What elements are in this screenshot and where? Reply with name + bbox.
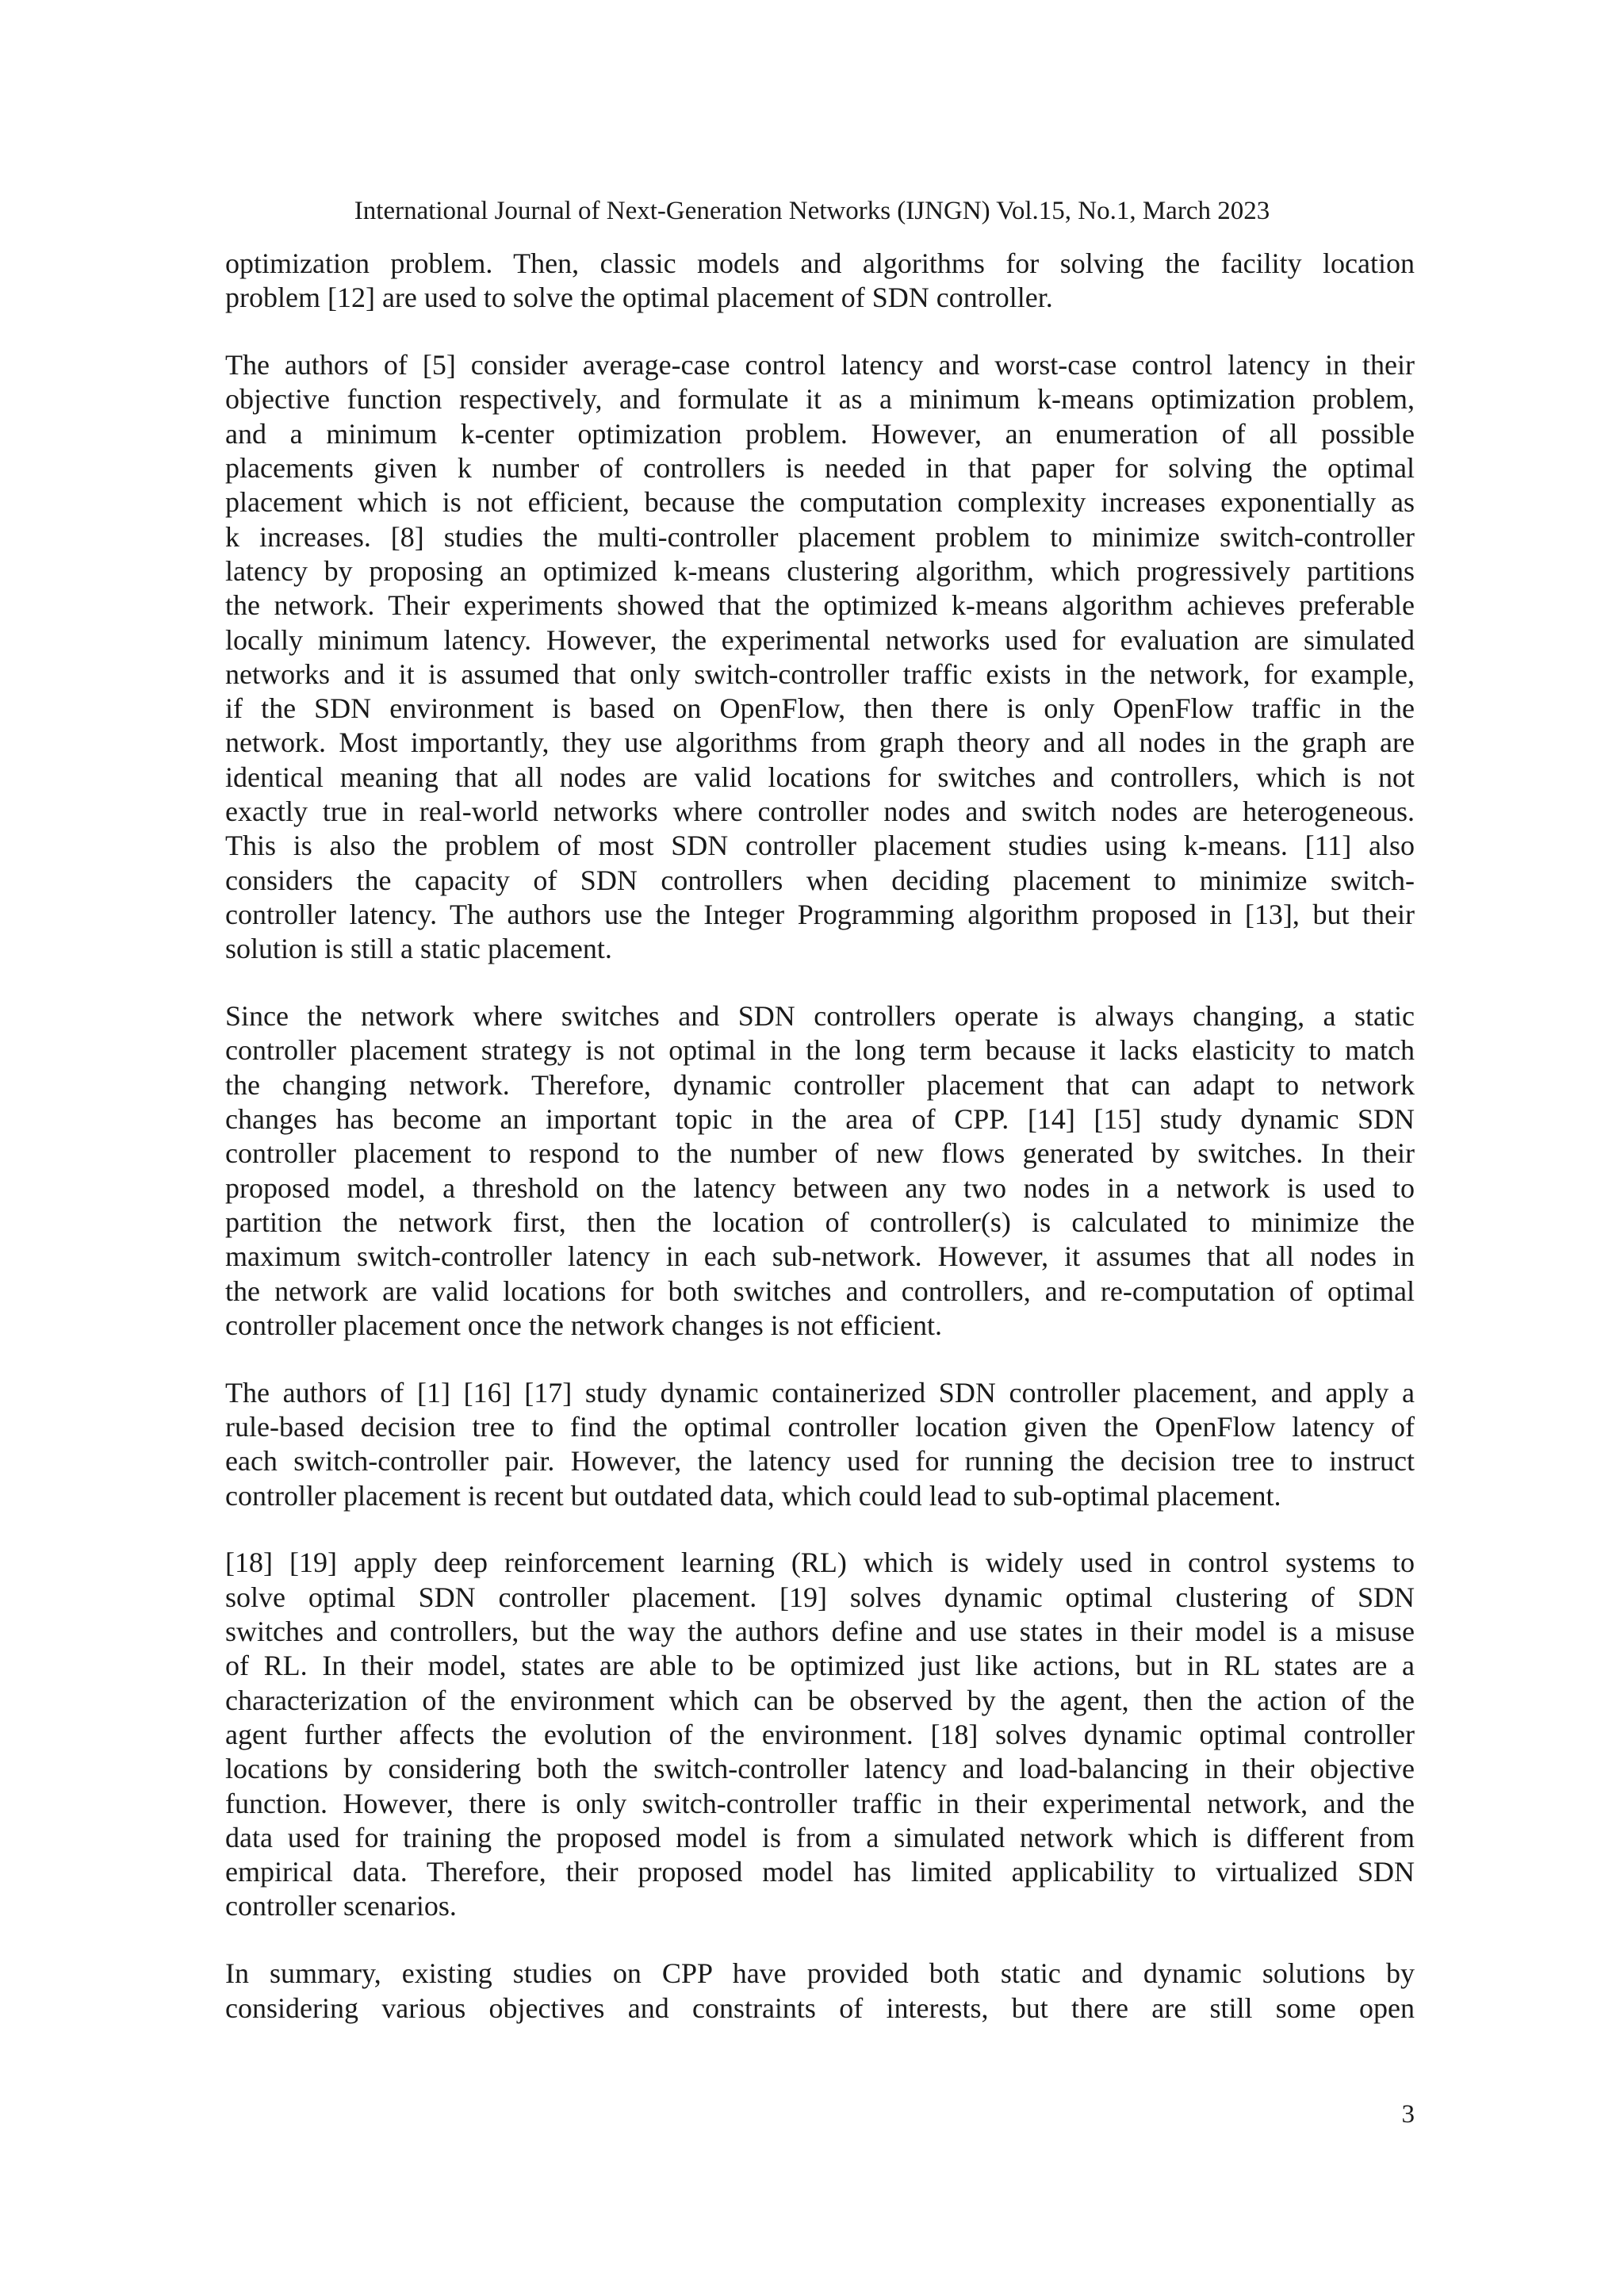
paragraph [225,1376,1415,1513]
running-header: International Journal of Next-Generation Networks (IJNGN) Vol.15, No.1, March 2023 [354,197,1270,225]
paragraph [225,1957,1415,2026]
text-line: function. However, there is only switch-controller traffic in their experimental network, and the [225,1787,1415,1819]
text-line: controller placement is recent but outdated data, which could lead to sub-optimal placement. [225,1479,1281,1512]
text-line: controller placement strategy is not optimal in the long term because it lacks elasticity to match [225,1034,1415,1067]
text-line: of RL. In their model, states are able to be optimized just like actions, but in RL states are a [225,1650,1415,1682]
paragraph [225,999,1415,1343]
text-line: each switch-controller pair. However, the latency used for running the decision tree to instruct [225,1445,1415,1478]
body-text [225,247,1415,2059]
text-line: networks and it is assumed that only switch-controller traffic exists in the network, for example, [225,657,1415,690]
text-line: The authors of [5] consider average-case control latency and worst-case control latency in their [225,349,1415,381]
text-line: locations by considering both the switch-controller latency and load-balancing in their objective [225,1753,1415,1785]
text-line: identical meaning that all nodes are valid locations for switches and controllers, which is not [225,761,1415,793]
text-line: solution is still a static placement. [225,933,612,965]
text-line: solve optimal SDN controller placement. [19] solves dynamic optimal clustering of SDN [225,1581,1415,1613]
text-line: controller placement to respond to the number of new flows generated by switches. In their [225,1137,1415,1170]
text-line: exactly true in real-world networks where controller nodes and switch nodes are heterogeneous. [225,795,1415,828]
text-line: latency by proposing an optimized k-means clustering algorithm, which progressively partitions [225,554,1415,587]
text-line: This is also the problem of most SDN controller placement studies using k-means. [11] also [225,830,1415,862]
paragraph [225,247,1415,316]
text-line: maximum switch-controller latency in each sub-network. However, it assumes that all nodes in [225,1240,1415,1273]
text-line: [18] [19] apply deep reinforcement learning (RL) which is widely used in control systems to [225,1547,1415,1579]
text-line: partition the network first, then the location of controller(s) is calculated to minimize the [225,1205,1415,1238]
text-line: locally minimum latency. However, the experimental networks used for evaluation are simulated [225,623,1415,656]
text-line: considers the capacity of SDN controllers when deciding placement to minimize switch- [225,864,1415,896]
text-line: data used for training the proposed model is from a simulated network which is different from [225,1821,1415,1853]
text-line: network. Most importantly, they use algorithms from graph theory and all nodes in the graph are [225,726,1415,759]
text-line: characterization of the environment which can be observed by the agent, then the action of the [225,1684,1415,1716]
text-line: controller scenarios. [225,1890,457,1922]
text-line: problem [12] are used to solve the optimal placement of SDN controller. [225,282,1053,314]
text-line: objective function respectively, and formulate it as a minimum k-means optimization problem, [225,383,1415,416]
text-line: placement which is not efficient, because the computation complexity increases exponentially as [225,486,1415,519]
text-line: rule-based decision tree to find the optimal controller location given the OpenFlow latency of [225,1410,1415,1443]
text-line: changes has become an important topic in the area of CPP. [14] [15] study dynamic SDN [225,1103,1415,1136]
text-line: if the SDN environment is based on OpenFlow, then there is only OpenFlow traffic in the [225,692,1415,725]
text-line: controller latency. The authors use the Integer Programming algorithm proposed in [13], but their [225,898,1415,930]
text-line: considering various objectives and constraints of interests, but there are still some open [225,1991,1415,2024]
text-line: empirical data. Therefore, their proposed model has limited applicability to virtualized SDN [225,1856,1415,1888]
text-line: the network. Their experiments showed that the optimized k-means algorithm achieves preferable [225,589,1415,622]
text-line: controller placement once the network changes is not efficient. [225,1309,942,1341]
paragraph [225,348,1415,966]
text-line: k increases. [8] studies the multi-controller placement problem to minimize switch-controller [225,520,1415,553]
text-line: Since the network where switches and SDN controllers operate is always changing, a static [225,1000,1415,1033]
text-line: proposed model, a threshold on the latency between any two nodes in a network is used to [225,1171,1415,1204]
text-line: and a minimum k-center optimization problem. However, an enumeration of all possible [225,417,1415,450]
page-number: 3 [1401,2100,1415,2129]
text-line: agent further affects the evolution of the environment. [18] solves dynamic optimal controller [225,1718,1415,1750]
text-line: the network are valid locations for both switches and controllers, and re-computation of optimal [225,1274,1415,1307]
text-line: placements given k number of controllers is needed in that paper for solving the optimal [225,452,1415,485]
text-line: optimization problem. Then, classic models and algorithms for solving the facility location [225,247,1415,279]
text-line: The authors of [1] [16] [17] study dynamic containerized SDN controller placement, and apply a [225,1376,1415,1409]
text-line: switches and controllers, but the way the authors define and use states in their model is a misuse [225,1616,1415,1648]
text-line: In summary, existing studies on CPP have provided both static and dynamic solutions by [225,1957,1415,1990]
text-line: the changing network. Therefore, dynamic controller placement that can adapt to network [225,1068,1415,1101]
paragraph [225,1546,1415,1923]
